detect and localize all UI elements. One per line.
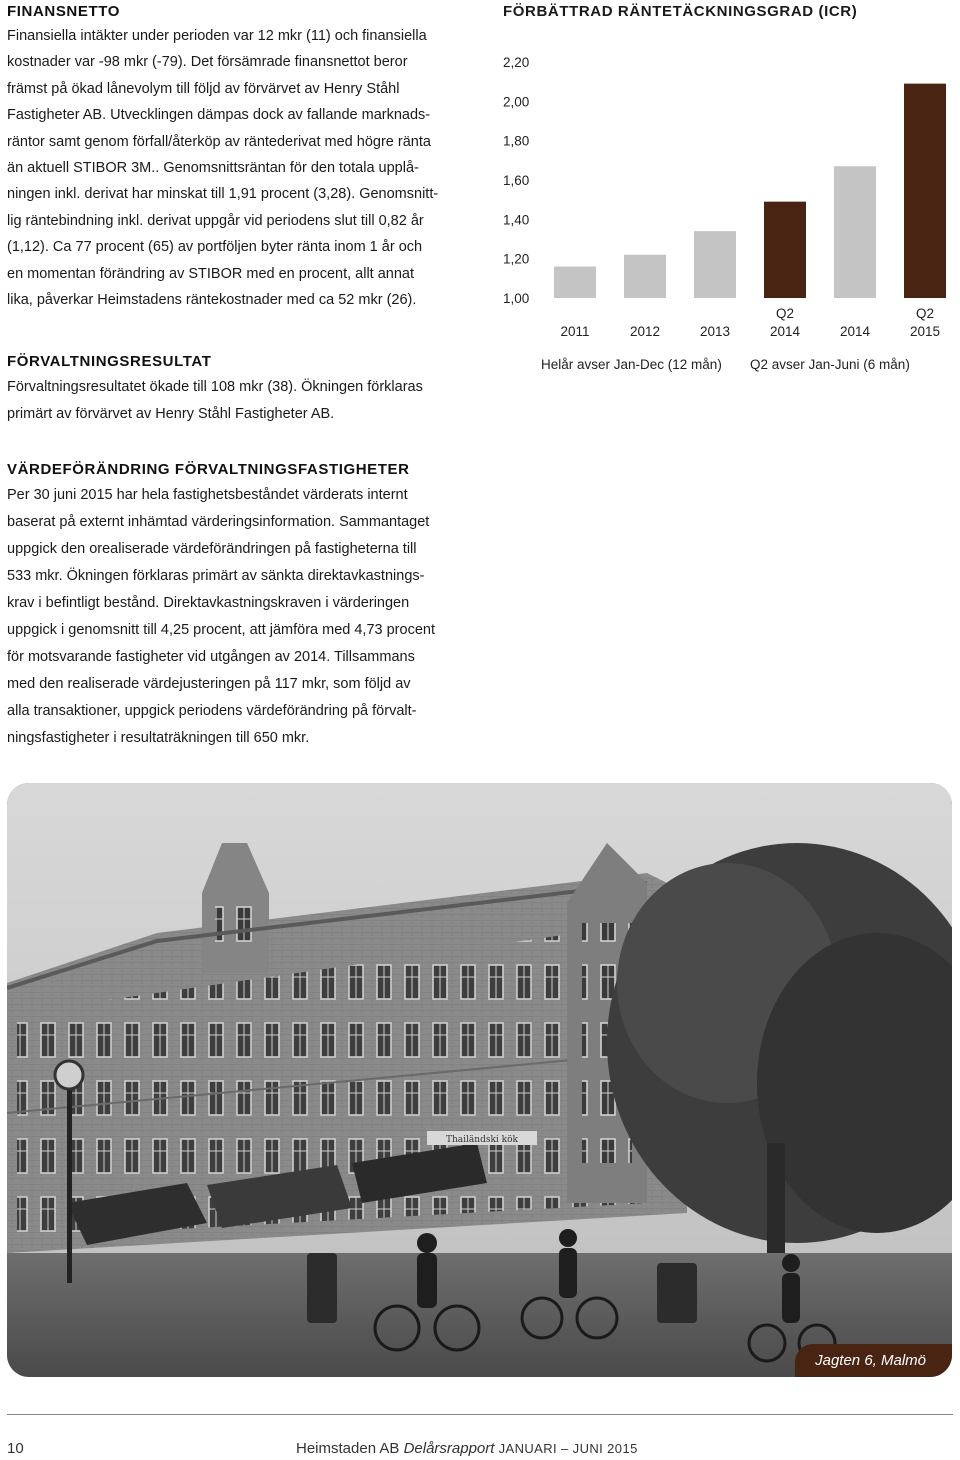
text-line: uppgick i genomsnitt till 4,25 procent, att jämföra med 4,73 procent bbox=[7, 622, 435, 638]
footer-document: Delårsrapport bbox=[403, 1440, 495, 1457]
footer-brand bbox=[296, 1440, 638, 1457]
heading-forvaltningsresultat: FÖRVALTNINGSRESULTAT bbox=[7, 353, 212, 370]
text-line: lig räntebindning inkl. derivat uppgår vid periodens slut till 0,82 år bbox=[7, 212, 424, 229]
y-tick-label: 1,60 bbox=[503, 173, 530, 188]
x-tick-label: Q2 bbox=[915, 306, 935, 321]
x-tick-label: 2011 bbox=[560, 324, 590, 339]
text-line: ningen inkl. derivat har minskat till 1,91 procent (3,28). Genomsnitt- bbox=[7, 186, 439, 203]
text-line: med den realiserade värdejusteringen på 117 mkr, som följd av bbox=[7, 676, 411, 692]
section-vardeforandring bbox=[7, 460, 477, 752]
footer-divider bbox=[7, 1414, 953, 1415]
y-tick-label: 1,00 bbox=[503, 291, 530, 306]
chart-title: FÖRBÄTTRAD RÄNTETÄCKNINGSGRAD (ICR) bbox=[503, 3, 858, 20]
text-line: alla transaktioner, uppgick periodens värdeförändring på förvalt- bbox=[7, 703, 417, 719]
x-tick-label: 2012 bbox=[629, 324, 661, 339]
text-line: lika, påverkar Heimstadens räntekostnader med ca 52 mkr (26). bbox=[7, 292, 417, 309]
bar bbox=[834, 166, 876, 298]
text-line: främst på ökad lånevolym till följd av förvärvet av Henry Ståhl bbox=[7, 80, 400, 97]
building-photo-illustration bbox=[7, 783, 952, 1377]
text-line: Per 30 juni 2015 har hela fastighetsbeståndet värderats internt bbox=[7, 487, 408, 503]
text-line: (1,12). Ca 77 procent (65) av portföljen byter ränta inom 1 år och bbox=[7, 239, 423, 256]
icr-chart bbox=[503, 0, 953, 380]
text-line: Fastigheter AB. Utvecklingen dämpas dock av fallande marknads- bbox=[7, 107, 431, 124]
footer-period: JANUARI – JUNI 2015 bbox=[498, 1441, 638, 1456]
text-line: primärt av förvärvet av Henry Ståhl Fastigheter AB. bbox=[7, 406, 335, 422]
page-number: 10 bbox=[7, 1440, 24, 1457]
building-photo bbox=[7, 783, 952, 1377]
y-tick-label: 2,00 bbox=[503, 94, 530, 110]
text-line: Finansiella intäkter under perioden var 12 mkr (11) och finansiella bbox=[7, 28, 427, 44]
photo-caption: Jagten 6, Malmö bbox=[795, 1344, 952, 1377]
text-line: krav i befintligt bestånd. Direktavkastningskraven i värderingen bbox=[7, 595, 410, 611]
bar bbox=[904, 84, 946, 298]
section-finansnetto bbox=[7, 3, 467, 313]
x-tick-label: 2013 bbox=[699, 324, 731, 339]
text-line: baserat på externt inhämtad värderingsinformation. Sammantaget bbox=[7, 514, 430, 530]
text-line: för motsvarande fastigheter vid utgången av 2014. Tillsammans bbox=[7, 649, 415, 665]
x-tick-label: Q2 bbox=[775, 306, 795, 321]
footer-company: Heimstaden AB bbox=[296, 1440, 400, 1457]
x-tick-label: 2014 bbox=[839, 324, 871, 339]
paragraph-vardeforandring bbox=[7, 482, 477, 752]
shop-sign-text: Thailändski kök bbox=[446, 1135, 518, 1145]
bar bbox=[694, 231, 736, 298]
text-line: än aktuell STIBOR 3M.. Genomsnittsräntan för den totala upplå- bbox=[7, 160, 419, 177]
y-tick-label: 2,20 bbox=[503, 55, 530, 70]
legend-label: Q2 avser Jan-Juni (6 mån) bbox=[750, 357, 910, 372]
text-line: Förvaltningsresultatet ökade till 108 mkr (38). Ökningen förklaras bbox=[7, 379, 423, 395]
x-tick-label: 2014 bbox=[769, 324, 801, 339]
y-tick-label: 1,80 bbox=[503, 133, 530, 149]
x-tick-label: 2015 bbox=[909, 324, 941, 339]
bar bbox=[764, 202, 806, 298]
y-tick-label: 1,20 bbox=[503, 251, 530, 267]
heading-vardeforandring: VÄRDEFÖRÄNDRING FÖRVALTNINGSFASTIGHETER bbox=[7, 461, 410, 478]
text-line: kostnader var -98 mkr (-79). Det försämrade finansnettot beror bbox=[7, 54, 408, 71]
text-line: en momentan förändring av STIBOR med en procent, allt annat bbox=[7, 265, 415, 282]
paragraph-finansnetto bbox=[7, 23, 467, 313]
section-forvaltningsresultat bbox=[7, 352, 477, 428]
text-line: ningsfastigheter i resultaträkningen till 650 mkr. bbox=[7, 730, 310, 746]
text-line: uppgick den orealiserade värdeförändringen på fastigheterna till bbox=[7, 541, 417, 557]
text-line: räntor samt genom förfall/återköp av räntederivat med högre ränta bbox=[7, 133, 431, 150]
icr-chart-svg bbox=[503, 0, 953, 380]
paragraph-forvaltningsresultat bbox=[7, 374, 477, 428]
legend-label: Helår avser Jan-Dec (12 mån) bbox=[541, 357, 722, 372]
y-tick-label: 1,40 bbox=[503, 212, 530, 228]
text-line: 533 mkr. Ökningen förklaras primärt av sänkta direktavkastnings- bbox=[7, 568, 425, 584]
heading-finansnetto: FINANSNETTO bbox=[7, 3, 120, 20]
bar bbox=[624, 255, 666, 298]
bar bbox=[554, 267, 596, 298]
